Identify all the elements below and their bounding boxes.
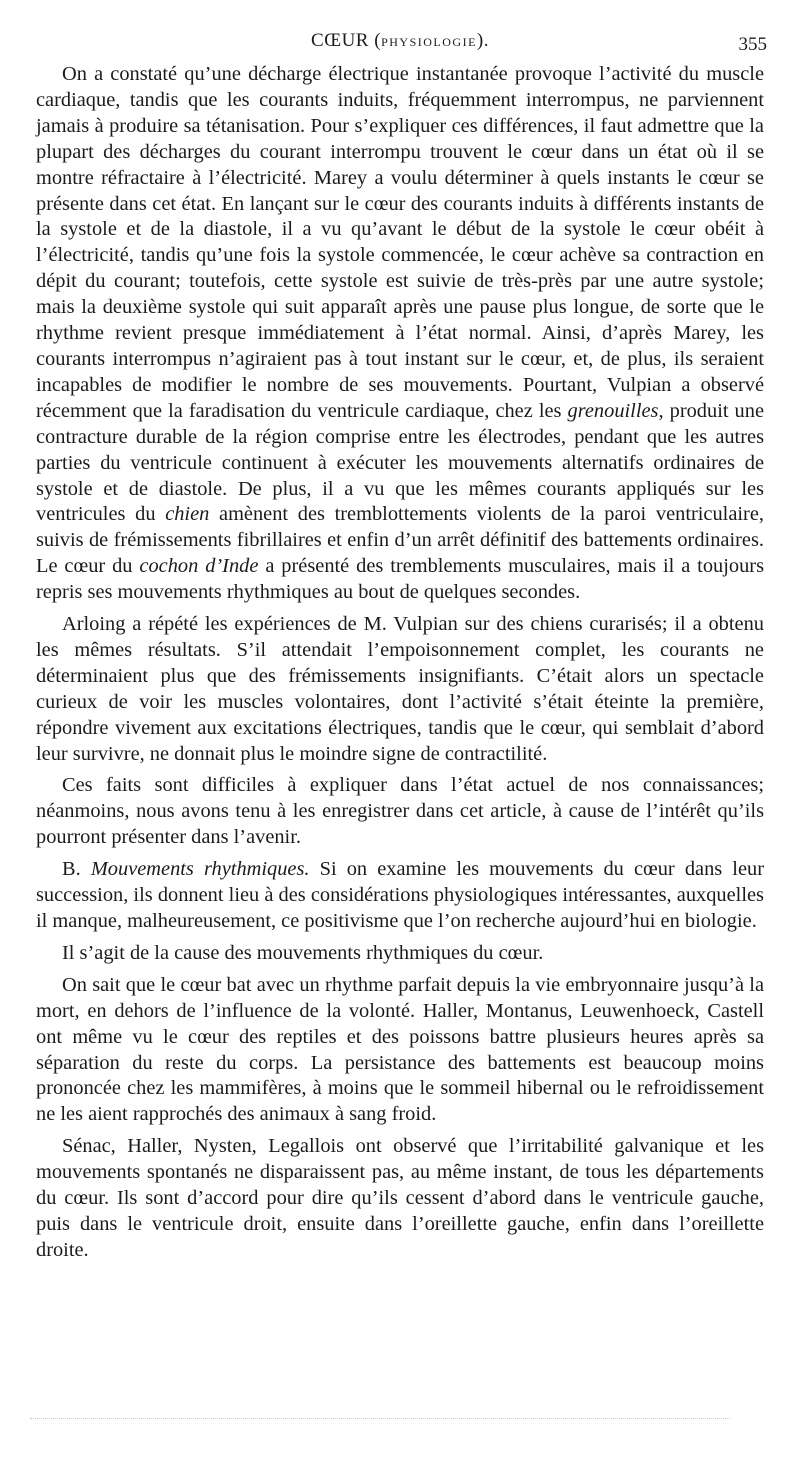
italic-text: chien [165, 503, 210, 526]
paragraph [36, 612, 764, 767]
text-run: Ces faits sont difficiles à expliquer dans l’état actuel de nos connaissances; néanmoins, nous avons tenu à les enregistrer dans cet article, à cause de l’intérêt qu’ils pourront présenter dans l’avenir. [36, 774, 764, 849]
text-run: Si on examine les mouvements du cœur dans leur succession, ils donnent lieu à des considérations physiologiques intéressantes, auxquelles il manque, malheureusement, ce positivisme que l’on recherche aujourd’hui en biologie. [36, 858, 765, 932]
running-title-smallcaps: PHYSIOLOGIE [381, 35, 477, 49]
paragraph [36, 773, 764, 851]
running-header [0, 30, 800, 56]
article-body [36, 62, 764, 1270]
italic-text: Mouvements rhythmiques. [90, 858, 310, 881]
text-run: B. [62, 858, 91, 881]
footer-rule [30, 1418, 730, 1420]
text-run: Sénac, Haller, Nysten, Legallois ont observé que l’irritabilité galvanique et les mouvements spontanés ne disparaissent pas, au même instant, de tous les départements du cœur. Ils sont d’accord pour dire qu’ils cessent d’abord dans le ventricule gauche, puis dans le ventricule droit, ensuite dans l’oreillette gauche, enfin dans l’oreillette droite. [36, 1135, 764, 1261]
text-run: On a constaté qu’une décharge électrique instantanée provoque l’activité du muscle cardiaque, tandis que les courants induits, fréquemment interrompus, ne parviennent jamais à produire sa tétanisation. Pour s’expliquer ces différences, il faut admettre que la plupart des décharges du courant interrompu trouvent le cœur dans un état où il se montre réfractaire à l’électricité. Marey a voulu déterminer à quels instants le cœur se présente dans cet état. En lançant sur le cœur des courants induits à différents instants de la systole et de la diastole, il a vu qu’avant le début de la systole le cœur obéit à l’électricité, tandis qu’une fois la systole commencée, le cœur achève sa contraction en dépit du courant; toutefois, cette systole est suivie de très-près par une autre systole; mais la deuxième systole qui suit apparaît après une pause plus longue, de sorte que le rhythme revient presque immédiatement à l’état normal. Ainsi, d’après Marey, les courants interrompus n’agiraient pas à tout instant sur le cœur, et, de plus, ils seraient incapables de modifier le nombre de ses mouvements. Pourtant, Vulpian a observé récemment que la faradisation du ventricule cardiaque, chez les [36, 63, 764, 422]
page-number: 355 [738, 34, 767, 55]
paragraph [36, 857, 764, 935]
running-title-end: ). [476, 30, 489, 51]
italic-text: cochon d’Inde [139, 555, 259, 578]
text-run: , produit une contracture durable de la région comprise entre les électrodes, pendant que les autres parties du ventricule continuent à exécuter les mouvements alternatifs ordinaires de systole et de diastole. De plus, il a vu que les mêmes courants appliqués sur les ventricules du [36, 399, 764, 526]
text-run: a présenté des tremblements musculaires, mais il a toujours repris ses mouvements rhythmiques au bout de quelques secondes. [36, 555, 765, 604]
paragraph [36, 941, 764, 967]
paragraph [36, 1134, 764, 1264]
text-run: Il s’agit de la cause des mouvements rhythmiques du cœur. [62, 941, 544, 964]
text-run: Arloing a répété les expériences de M. Vulpian sur des chiens curarisés; il a obtenu les mêmes résultats. S’il attendait l’empoisonnement complet, les courants ne déterminaient plus que des frémissements insignifiants. C’était alors un spectacle curieux de voir les muscles volontaires, dont l’activité s’était éteinte la première, répondre vivement aux excitations électriques, tandis que le cœur, qui semblait d’abord leur survivre, ne donnait plus le moindre signe de contractilité. [36, 613, 764, 765]
paragraph [36, 62, 764, 606]
running-title [0, 30, 800, 52]
running-title-main: CŒUR ( [311, 30, 382, 51]
paragraph [36, 973, 764, 1128]
text-run: On sait que le cœur bat avec un rhythme parfait depuis la vie embryonnaire jusqu’à la mort, en dehors de l’influence de la volonté. Haller, Montanus, Leuwenhoeck, Castell ont même vu le cœur des reptiles et des poissons battre plusieurs heures après sa séparation du reste du corps. La persistance des battements est beaucoup moins prononcée chez les mammifères, à moins que le sommeil hibernal ou le refroidissement ne les aient rapprochés des animaux à sang froid. [36, 973, 764, 1126]
italic-text: grenouilles [567, 399, 659, 422]
text-run: amènent des tremblottements violents de la paroi ventriculaire, suivis de frémissements fibrillaires et enfin d’un arrêt définitif des battements ordinaires. Le cœur du [36, 503, 764, 578]
